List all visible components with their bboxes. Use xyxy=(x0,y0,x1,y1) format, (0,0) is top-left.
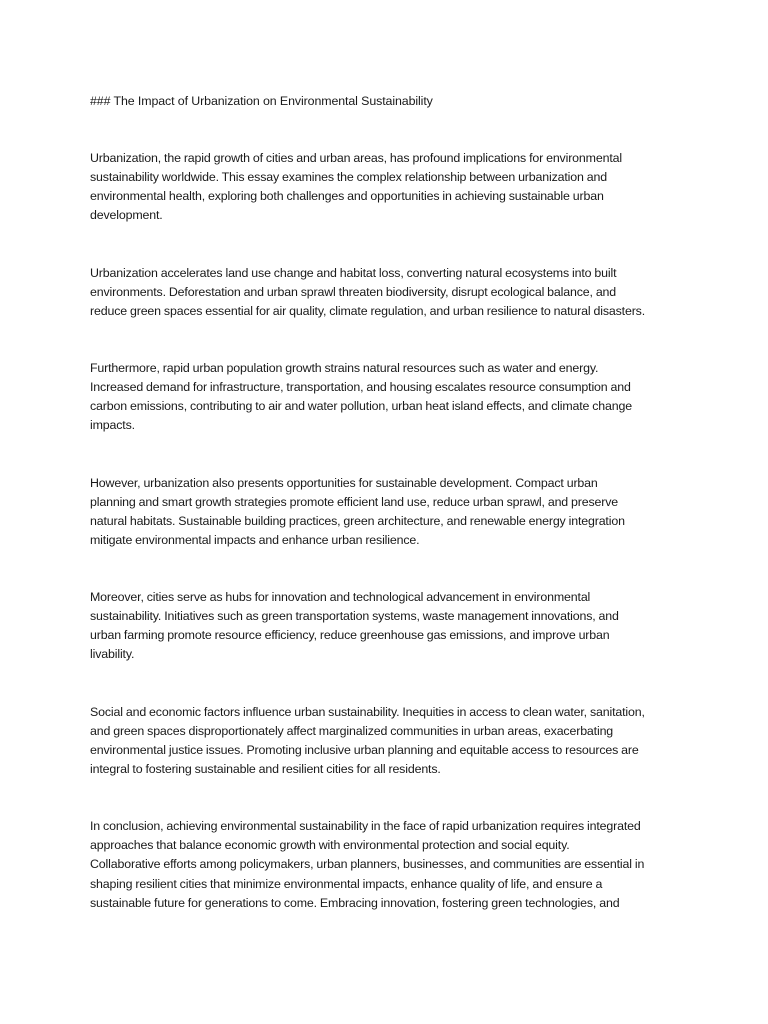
body-paragraph xyxy=(90,588,682,664)
paragraph-line: development. xyxy=(90,208,163,223)
paragraph-line: environmental justice issues. Promoting inclusive urban planning and equitable access to resources are xyxy=(90,742,639,757)
paragraph-line: shaping resilient cities that minimize environmental impacts, enhance quality of life, and ensure a xyxy=(90,876,603,891)
paragraph-line: and green spaces disproportionately affect marginalized communities in urban areas, exacerbating xyxy=(90,723,614,738)
paragraph-line: sustainable future for generations to come. Embracing innovation, fostering green technologies, and xyxy=(90,895,620,910)
body-paragraph xyxy=(90,817,682,912)
paragraph-line: However, urbanization also presents opportunities for sustainable development. Compact urban xyxy=(90,475,598,490)
paragraph-line: mitigate environmental impacts and enhance urban resilience. xyxy=(90,532,420,547)
paragraph-line: natural habitats. Sustainable building practices, green architecture, and renewable energy integration xyxy=(90,513,625,528)
paragraph-line: integral to fostering sustainable and resilient cities for all residents. xyxy=(90,762,441,776)
paragraph-line: impacts. xyxy=(90,418,135,433)
paragraph-line: Moreover, cities serve as hubs for innovation and technological advancement in environmental xyxy=(90,590,591,605)
paragraph-line: approaches that balance economic growth with environmental protection and social equity. xyxy=(90,838,570,853)
paragraph-line: urban farming promote resource efficiency, reduce greenhouse gas emissions, and improve urban xyxy=(90,628,610,643)
body-paragraph xyxy=(90,703,682,779)
body-paragraph xyxy=(90,264,682,321)
paragraph-line: Urbanization accelerates land use change and habitat loss, converting natural ecosystems into built xyxy=(90,265,617,280)
paragraph-line: livability. xyxy=(90,647,135,662)
body-paragraph xyxy=(90,359,682,435)
paragraph-line: environments. Deforestation and urban sprawl threaten biodiversity, disrupt ecological balance, and xyxy=(90,284,617,299)
document-heading: ### The Impact of Urbanization on Environmental Sustainability xyxy=(90,94,433,108)
body-paragraph xyxy=(90,149,682,225)
paragraph-line: sustainability worldwide. This essay examines the complex relationship between urbanization and xyxy=(90,170,607,185)
paragraph-line: carbon emissions, contributing to air and water pollution, urban heat island effects, and climate change xyxy=(90,399,633,414)
paragraph-line: In conclusion, achieving environmental sustainability in the face of rapid urbanization requires integrated xyxy=(90,819,641,834)
paragraph-line: planning and smart growth strategies promote efficient land use, reduce urban sprawl, and preserve xyxy=(90,494,619,509)
document-body xyxy=(90,92,682,951)
paragraph-line: reduce green spaces essential for air quality, climate regulation, and urban resilience to natural disasters. xyxy=(90,303,646,318)
paragraph-line: environmental health, exploring both challenges and opportunities in achieving sustainable urban xyxy=(90,189,604,204)
paragraph-line: Collaborative efforts among policymakers, urban planners, businesses, and communities are essential in xyxy=(90,857,645,872)
paragraph-line: sustainability. Initiatives such as green transportation systems, waste management innovations, and xyxy=(90,609,619,624)
paragraph-line: Social and economic factors influence urban sustainability. Inequities in access to clean water, sanitation, xyxy=(90,704,645,719)
paragraph-line: Increased demand for infrastructure, transportation, and housing escalates resource consumption and xyxy=(90,380,631,395)
paragraph-list xyxy=(90,149,682,913)
paragraph-line: Furthermore, rapid urban population growth strains natural resources such as water and energy. xyxy=(90,361,599,376)
body-paragraph xyxy=(90,474,682,550)
paragraph-line: Urbanization, the rapid growth of cities and urban areas, has profound implications for environmental xyxy=(90,151,622,165)
